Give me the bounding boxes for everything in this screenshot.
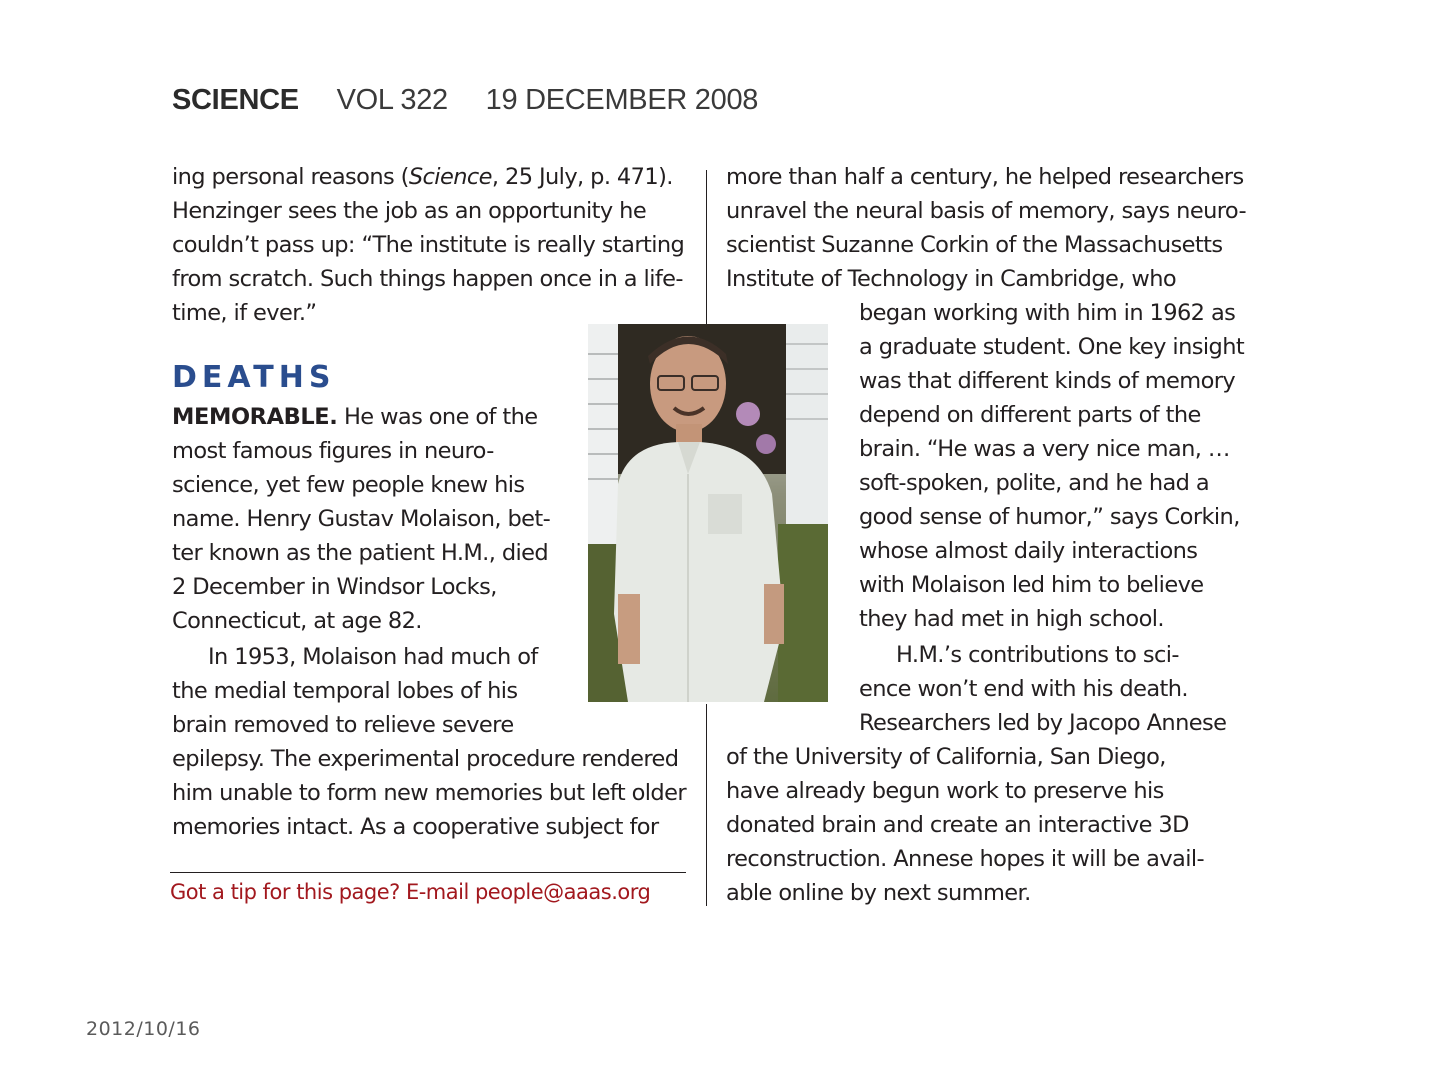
article-line: brain. “He was a very nice man, … xyxy=(859,436,1230,462)
intro-line-c: , 25 July, p. 471). xyxy=(491,164,673,190)
article-line: brain removed to relieve severe xyxy=(172,712,514,738)
intro-line-a: ing personal reasons ( xyxy=(172,164,409,190)
article-line: memories intact. As a cooperative subject for xyxy=(172,814,659,840)
column-divider-top xyxy=(706,170,707,324)
article-line: name. Henry Gustav Molaison, bet- xyxy=(172,506,551,532)
article-line: good sense of humor,” says Corkin, xyxy=(859,504,1240,530)
article-line: science, yet few people knew his xyxy=(172,472,525,498)
article-line: In 1953, Molaison had much of xyxy=(208,644,538,670)
intro-line xyxy=(172,160,673,194)
article-line: 2 December in Windsor Locks, xyxy=(172,574,497,600)
section-heading: DEATHS xyxy=(172,360,336,395)
column-divider-bottom xyxy=(706,704,707,906)
intro-line: time, if ever.” xyxy=(172,300,317,326)
article-line: with Molaison led him to believe xyxy=(859,572,1204,598)
intro-line: couldn’t pass up: “The institute is really starting xyxy=(172,232,685,258)
intro-line: from scratch. Such things happen once in a life- xyxy=(172,266,683,292)
portrait-photo xyxy=(588,324,828,702)
article-line: soft-spoken, polite, and he had a xyxy=(859,470,1210,496)
article-line: H.M.’s contributions to sci- xyxy=(896,642,1179,668)
article-line: ence won’t end with his death. xyxy=(859,676,1188,702)
article-line-text: He was one of the xyxy=(343,404,538,430)
article-line: they had met in high school. xyxy=(859,606,1164,632)
tip-line[interactable]: Got a tip for this page? E-mail people@aaas.org xyxy=(170,880,651,904)
article-line: him unable to form new memories but left older xyxy=(172,780,686,806)
article-line: was that different kinds of memory xyxy=(859,368,1236,394)
article-line xyxy=(172,400,538,434)
article-line: whose almost daily interactions xyxy=(859,538,1198,564)
article-line: Connecticut, at age 82. xyxy=(172,608,422,634)
article-line: scientist Suzanne Corkin of the Massachusetts xyxy=(726,232,1223,258)
article-line: depend on different parts of the xyxy=(859,402,1201,428)
article-line: most famous figures in neuro- xyxy=(172,438,494,464)
journal-name: SCIENCE xyxy=(172,84,299,116)
lead-in: MEMORABLE. xyxy=(172,404,338,430)
article-line: reconstruction. Annese hopes it will be avail- xyxy=(726,846,1205,872)
article-line: began working with him in 1962 as xyxy=(859,300,1236,326)
article-line: of the University of California, San Diego, xyxy=(726,744,1166,770)
article-line: unravel the neural basis of memory, says neuro- xyxy=(726,198,1246,224)
footer-rule xyxy=(170,872,686,873)
article-line: epilepsy. The experimental procedure rendered xyxy=(172,746,679,772)
article-line: able online by next summer. xyxy=(726,880,1031,906)
article-line: donated brain and create an interactive 3D xyxy=(726,812,1189,838)
article-line: more than half a century, he helped researchers xyxy=(726,164,1244,190)
article-line: a graduate student. One key insight xyxy=(859,334,1245,360)
article-line: the medial temporal lobes of his xyxy=(172,678,518,704)
volume-number: VOL 322 xyxy=(336,84,448,116)
intro-line-italic: Science xyxy=(408,164,492,190)
article-line: Institute of Technology in Cambridge, who xyxy=(726,266,1177,292)
masthead xyxy=(172,84,758,117)
article-line: Researchers led by Jacopo Annese xyxy=(859,710,1227,736)
article-line: ter known as the patient H.M., died xyxy=(172,540,549,566)
date-stamp: 2012/10/16 xyxy=(86,1018,201,1040)
issue-date: 19 DECEMBER 2008 xyxy=(485,84,759,116)
article-line: have already begun work to preserve his xyxy=(726,778,1164,804)
intro-line: Henzinger sees the job as an opportunity he xyxy=(172,198,647,224)
portrait-image xyxy=(588,324,828,702)
